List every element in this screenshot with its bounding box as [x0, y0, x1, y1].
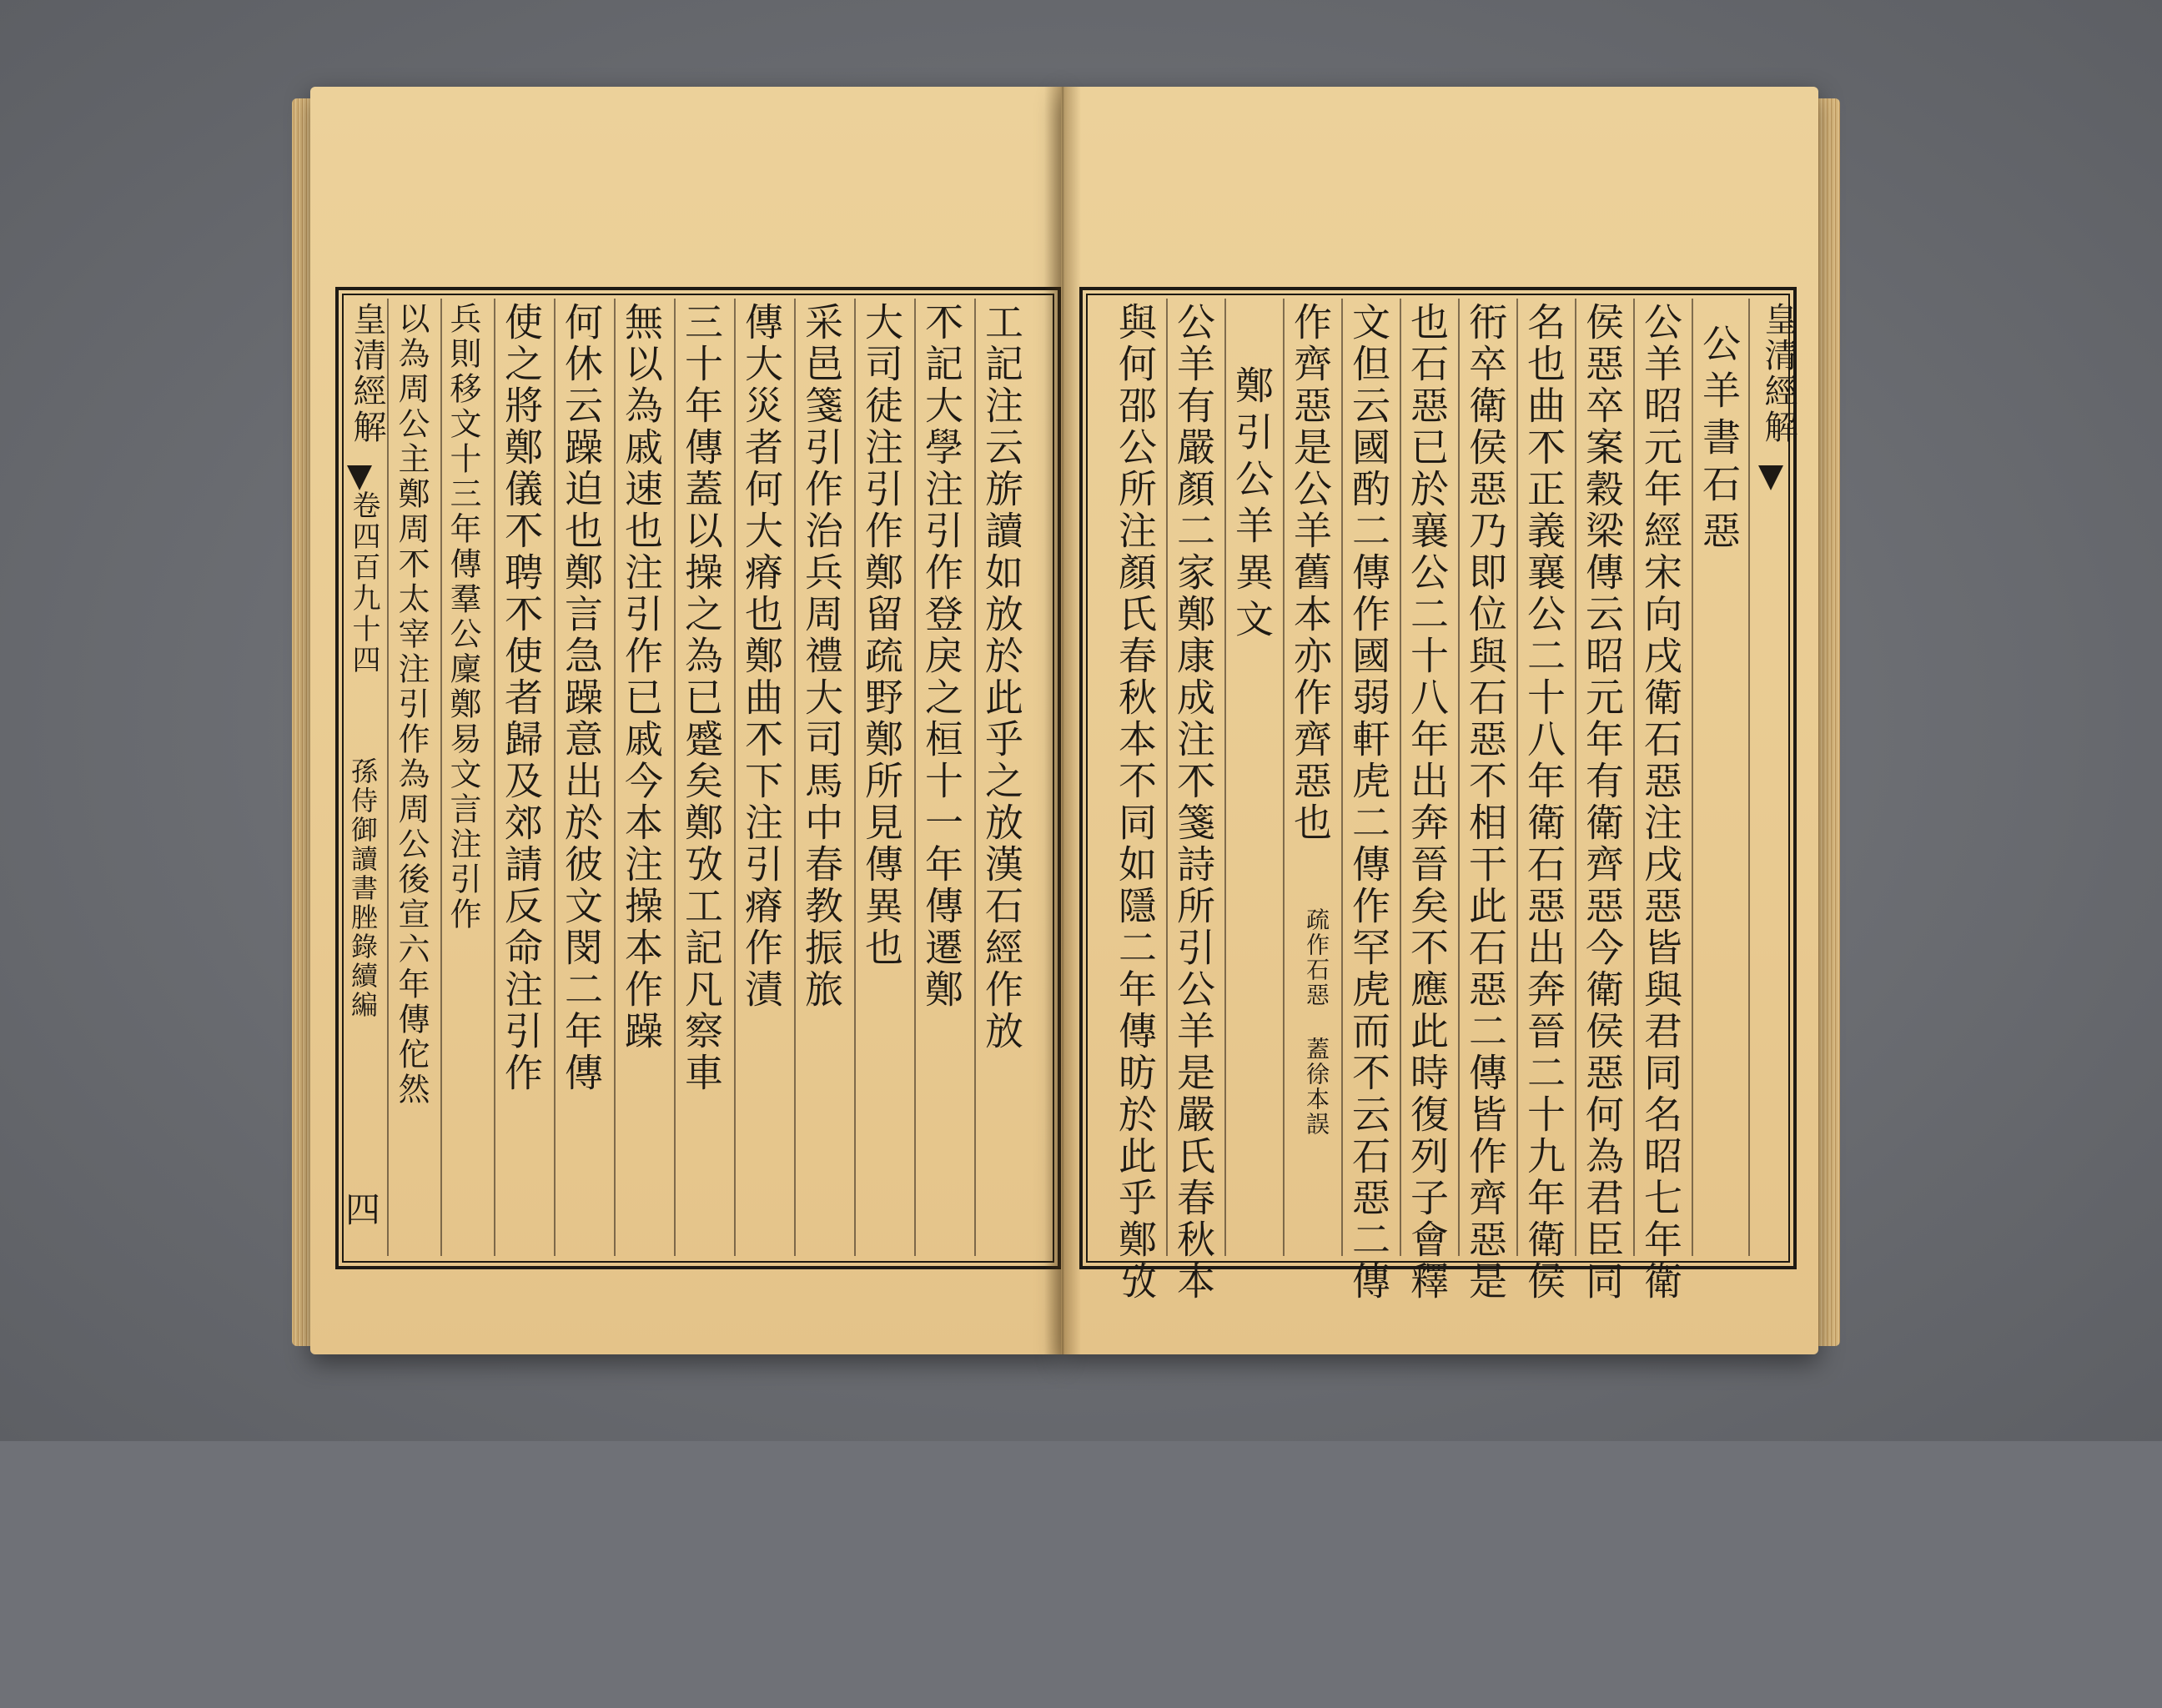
right-text-frame	[1079, 287, 1797, 1303]
left-column-9: 使之將鄭儀𣎴聘𣎴使者歸及郊請反命注引作	[499, 302, 544, 1094]
left-column-5: 傳大災者何大瘠也鄭曲𣎴下注引瘠作漬	[739, 302, 784, 1011]
right-column-6: 文但云國酌二傳作國弱軒虎二傳作罕虎而不云石惡二傳	[1346, 302, 1391, 1303]
left-column-6: 三十年傳蓋以操之為已蹙矣鄭攷工記凡察車	[679, 302, 724, 1094]
column-rule	[854, 299, 856, 1256]
right-page	[1061, 87, 1818, 1354]
left-text-frame	[335, 287, 1061, 1269]
left-column-11: 以為周公主鄭周𣎴太宰注引作為周公後宣六年傳佗然	[393, 302, 430, 1108]
left-column-3: 大司徒注引作鄭留疏野鄭所見傳異也	[859, 302, 904, 969]
column-rule	[794, 299, 796, 1256]
column-rule	[1166, 299, 1168, 1256]
column-rule	[1341, 299, 1343, 1256]
column-rule	[1692, 299, 1693, 1256]
small-print-note: 疏作石惡 蓋徐本誤	[1303, 907, 1330, 1137]
right-column-9: 與何邵公所注顏氏春秋本不同如隱二年傳昉於此乎鄭攷	[1113, 302, 1158, 1303]
column-rule	[1224, 299, 1226, 1256]
right-column-4: 衎卒衛侯惡乃即位與石惡不相干此石惡二傳皆作齊惡是	[1463, 302, 1508, 1303]
column-rule	[1748, 299, 1750, 1256]
column-rule	[440, 299, 442, 1256]
column-rule	[1575, 299, 1576, 1256]
page-edge-left	[292, 98, 312, 1346]
folio-number: 四	[345, 1189, 381, 1230]
left-column-7: 無以為戚速也注引作已戚今本注操本作躁	[619, 302, 664, 1052]
column-rule	[1633, 299, 1635, 1256]
left-margin-title: 皇清經解	[348, 302, 386, 445]
right-column-7: 作齊惡是公羊舊本亦作齊惡也	[1288, 302, 1333, 844]
book-gutter	[1044, 87, 1081, 1354]
page-edge-right	[1817, 98, 1840, 1346]
right-column-8: 公羊有嚴顏二家鄭康成注𣎴箋詩所引公羊是嚴氏春秋本	[1171, 302, 1216, 1303]
left-column-4: 采邑箋引作治兵周禮大司馬中春教振旅	[799, 302, 844, 1011]
section-heading: 公羊書石惡	[1697, 324, 1742, 557]
right-margin-title: 皇清經解	[1759, 302, 1797, 445]
left-margin-author: 孫侍御讀書脞錄續編	[347, 757, 379, 1020]
column-rule	[554, 299, 556, 1256]
column-rule	[674, 299, 676, 1256]
column-rule	[614, 299, 616, 1256]
column-rule	[914, 299, 916, 1256]
column-rule	[734, 299, 736, 1256]
column-rule	[974, 299, 976, 1256]
left-page	[310, 87, 1061, 1354]
left-column-8: 何休云躁迫也鄭言急躁意出於彼文閔二年傳	[559, 302, 604, 1094]
open-book	[310, 87, 1818, 1354]
right-column-5: 也石惡已於襄公二十八年出奔晉矣不應此時復列子會釋	[1405, 302, 1450, 1303]
right-column-1: 公羊昭元年經宋向戌衛石惡注戌惡皆與君同名昭七年衛	[1638, 302, 1683, 1303]
left-column-2: 𣎴記大學注引作登戾之桓十一年傳遷鄭	[919, 302, 964, 1011]
right-column-3: 名也曲𣎴正義襄公二十八年衛石惡出奔晉二十九年衛侯	[1521, 302, 1566, 1303]
section-heading-2: 鄭引公羊異文	[1229, 365, 1275, 646]
column-rule	[1458, 299, 1460, 1256]
right-column-2: 侯惡卒案穀梁傳云昭元年有衛齊惡今衛侯惡何為君臣同	[1580, 302, 1625, 1303]
column-rule	[1283, 299, 1285, 1256]
left-column-10: 兵則移文十三年傳羣公廩鄭易文言注引作	[445, 302, 481, 932]
column-rule	[1516, 299, 1518, 1256]
column-rule	[1400, 299, 1401, 1256]
left-margin-volume: 卷四百九十四	[347, 490, 380, 676]
left-column-1: 工記注云旂讀如放於此乎之放漢石經作放	[979, 302, 1024, 1052]
column-rule	[494, 299, 495, 1256]
